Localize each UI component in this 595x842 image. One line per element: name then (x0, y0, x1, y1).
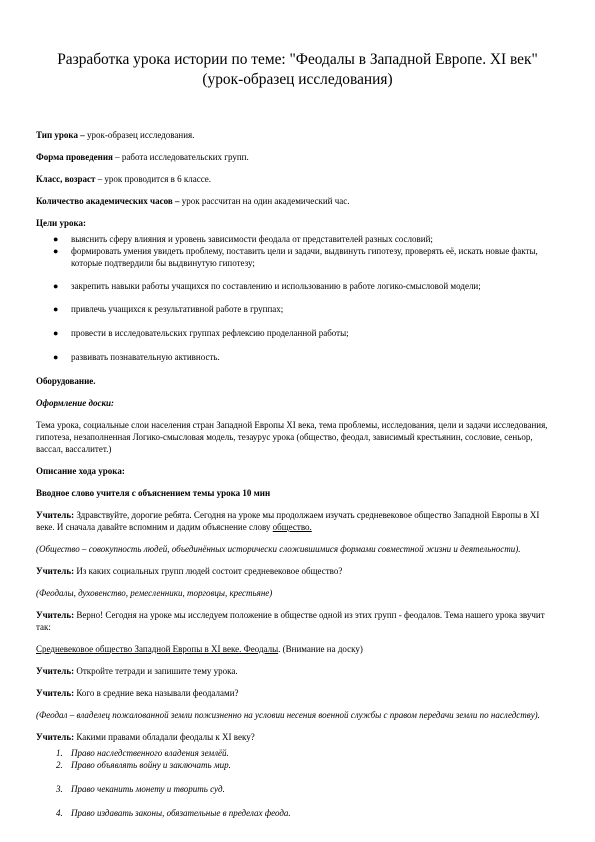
rights-list (36, 747, 559, 819)
bullet-icon: ● (53, 246, 59, 256)
lesson-topic: Средневековое общество Западной Европы в XI веке. Феодалы. (Внимание на доску) (36, 644, 363, 654)
list-item: 3. Право чеканить монету и творить суд. (56, 784, 225, 794)
equipment-heading: Оборудование. (36, 376, 96, 386)
list-item: ● провести в исследовательских группах рефлексию проделанной работы; (53, 328, 349, 338)
teacher-line-3: Учитель: Верно! Сегодня на уроке мы исследуем положение в обществе одной из этих групп - феодалов. Тема нашего урока звучит так: (36, 610, 545, 632)
lesson-hours: Количество академических часов – урок рассчитан на один академический час. (36, 196, 350, 206)
answer-5: (Феодал – владелец пожалованной земли пожизненно на условии несения военной службы с правом передачи земли по наследству). (36, 710, 540, 720)
course-heading: Описание хода урока: (36, 466, 125, 476)
intro-heading: Вводное слово учителя с объяснением темы урока 10 мин (36, 488, 271, 498)
list-item: ● привлечь учащихся к результативной работе в группах; (53, 304, 284, 314)
answer-2: (Феодалы, духовенство, ремесленники, торговцы, крестьяне) (36, 588, 273, 598)
title-line-1: Разработка урока истории по теме: "Феодалы в Западной Европе. XI век" (57, 51, 538, 68)
teacher-line-2: Учитель: Из каких социальных групп людей состоит средневековое общество? (36, 566, 343, 576)
bullet-icon: ● (53, 234, 59, 244)
bullet-icon: ● (53, 352, 59, 362)
board-text: Тема урока, социальные слои населения стран Западной Европы XI века, тема проблемы, исследования, цели и задачи исследования, гипотеза, незаполненная Логико-смысловая модель, тезаурус урока (общество, феодал, зависимый крестьянин, сословие, сеньор, вассал, вассалитет.) (36, 420, 548, 454)
bullet-icon: ● (53, 304, 59, 314)
teacher-line-4: Учитель: Откройте тетради и запишите тему урока. (36, 666, 238, 676)
list-item: 2. Право объявлять войну и заключать мир. (56, 760, 231, 770)
list-item: 1. Право наследственного владения землёй. (56, 748, 229, 758)
teacher-line-1: Учитель: Здравствуйте, дорогие ребята. Сегодня на уроке мы продолжаем изучать средневековое общество Западной Европы в XI веке. И сначала давайте вспомним и дадим объяснение слову общество. (36, 510, 540, 532)
goals-heading: Цели урока: (36, 218, 87, 228)
lesson-type: Тип урока – урок-образец исследования. (36, 130, 195, 140)
teacher-line-6: Учитель: Какими правами обладали феодалы к XI веку? (36, 732, 255, 742)
list-item: ● выяснить сферу влияния и уровень зависимости феодала от представителей разных сословий; (53, 234, 433, 244)
teacher-line-5: Учитель: Кого в средние века называли феодалами? (36, 688, 239, 698)
list-item: 4. Право издавать законы, обязательные в пределах феода. (56, 808, 291, 818)
document-title (20, 50, 575, 90)
list-item: ● закрепить навыки работы учащихся по составлению и использованию в работе логико-смысловой модели; (53, 281, 481, 291)
bullet-icon: ● (53, 328, 59, 338)
goals-list (36, 233, 559, 363)
list-item: ● развивать познавательную активность. (53, 352, 220, 362)
list-item: ● формировать умения увидеть проблему, поставить цели и задачи, выдвинуть гипотезу, проверять её, искать новые факты, которые подтвердили бы выдвинутую гипотезу; (53, 246, 538, 268)
document-body (36, 129, 559, 819)
lesson-form: Форма проведения – работа исследовательских групп. (36, 152, 249, 162)
answer-1: (Общество – совокупность людей, объединённых исторически сложившимися формами совместной жизни и деятельности). (36, 544, 521, 554)
title-line-2: (урок-образец исследования) (202, 71, 393, 88)
lesson-grade: Класс, возраст – урок проводится в 6 классе. (36, 174, 212, 184)
board-heading: Оформление доски: (36, 398, 115, 408)
bullet-icon: ● (53, 281, 59, 291)
